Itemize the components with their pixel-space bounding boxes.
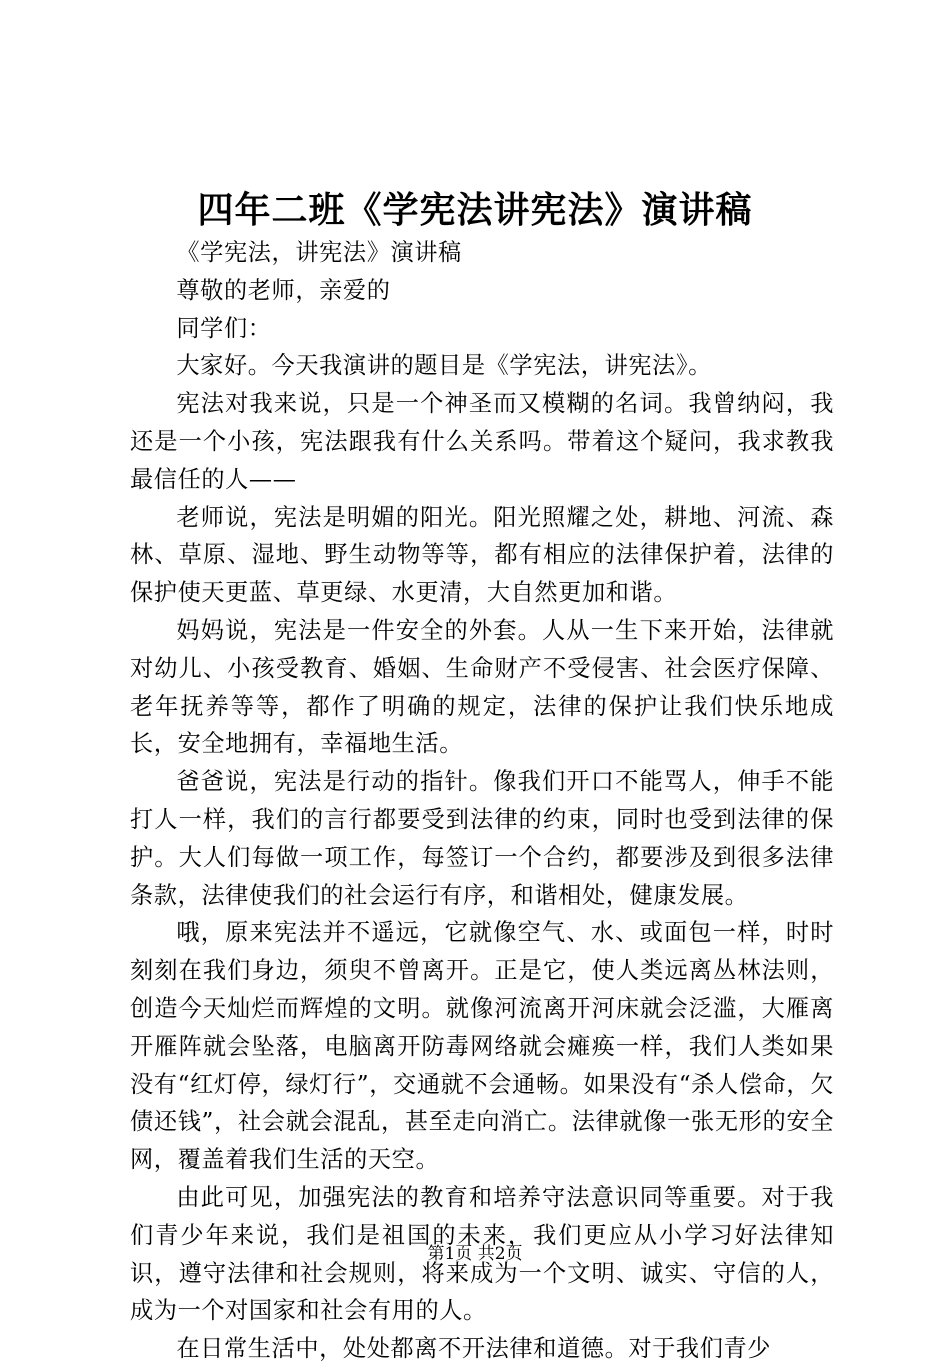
paragraph: 由此可见，加强宪法的教育和培养守法意识同等重要。对于我们青少年来说，我们是祖国的未来，我们更应从小学习好法律知识，遵守法律和社会规则，将来成为一个文明、诚实、守信的人，成为一个对国家和社会有用的人。: [130, 1183, 834, 1325]
document-title: 四年二班《学宪法讲宪法》演讲稿: [197, 189, 753, 231]
document-body: [130, 234, 834, 1368]
paragraph: 同学们：: [176, 314, 272, 342]
paragraph: 哦，原来宪法并不遥远，它就像空气、水、或面包一样，时时刻刻在我们身边，须臾不曾离开。正是它，使人类远离丛林法则，创造今天灿烂而辉煌的文明。就像河流离开河床就会泛滥，大雁离开雁阵就会坠落，电脑离开防毒网络就会瘫痪一样，我们人类如果没有“红灯停，绿灯行”，交通就不会通畅。如果没有“杀人偿命，欠债还钱”，社会就会混乱，甚至走向消亡。法律就像一张无形的安全网，覆盖着我们生活的天空。: [130, 919, 834, 1174]
paragraph: 老师说，宪法是明媚的阳光。阳光照耀之处，耕地、河流、森林、草原、湿地、野生动物等等，都有相应的法律保护着，法律的保护使天更蓝、草更绿、水更清，大自然更加和谐。: [130, 503, 834, 607]
paragraph: 《学宪法，讲宪法》演讲稿: [176, 239, 462, 266]
paragraph: 妈妈说，宪法是一件安全的外套。人从一生下来开始，法律就对幼儿、小孩受教育、婚姻、生命财产不受侵害、社会医疗保障、老年抚养等等，都作了明确的规定，法律的保护让我们快乐地成长，安全地拥有，幸福地生活。: [130, 616, 834, 758]
page-footer: 第1页 共2页: [427, 1244, 523, 1264]
paragraph: 爸爸说，宪法是行动的指针。像我们开口不能骂人，伸手不能打人一样，我们的言行都要受到法律的约束，同时也受到法律的保护。大人们每做一项工作，每签订一个合约，都要涉及到很多法律条款，法律使我们的社会运行有序，和谐相处，健康发展。: [130, 768, 834, 909]
paragraph: 尊敬的老师，亲爱的: [176, 276, 391, 304]
paragraph: 在日常生活中，处处都离不开法律和道德。对于我们青少: [176, 1335, 772, 1363]
paragraph: 宪法对我来说，只是一个神圣而又模糊的名词。我曾纳闷，我还是一个小孩，宪法跟我有什么关系吗。带着这个疑问，我求教我最信任的人——: [130, 390, 834, 493]
paragraph: 大家好。今天我演讲的题目是《学宪法，讲宪法》。: [176, 352, 712, 380]
